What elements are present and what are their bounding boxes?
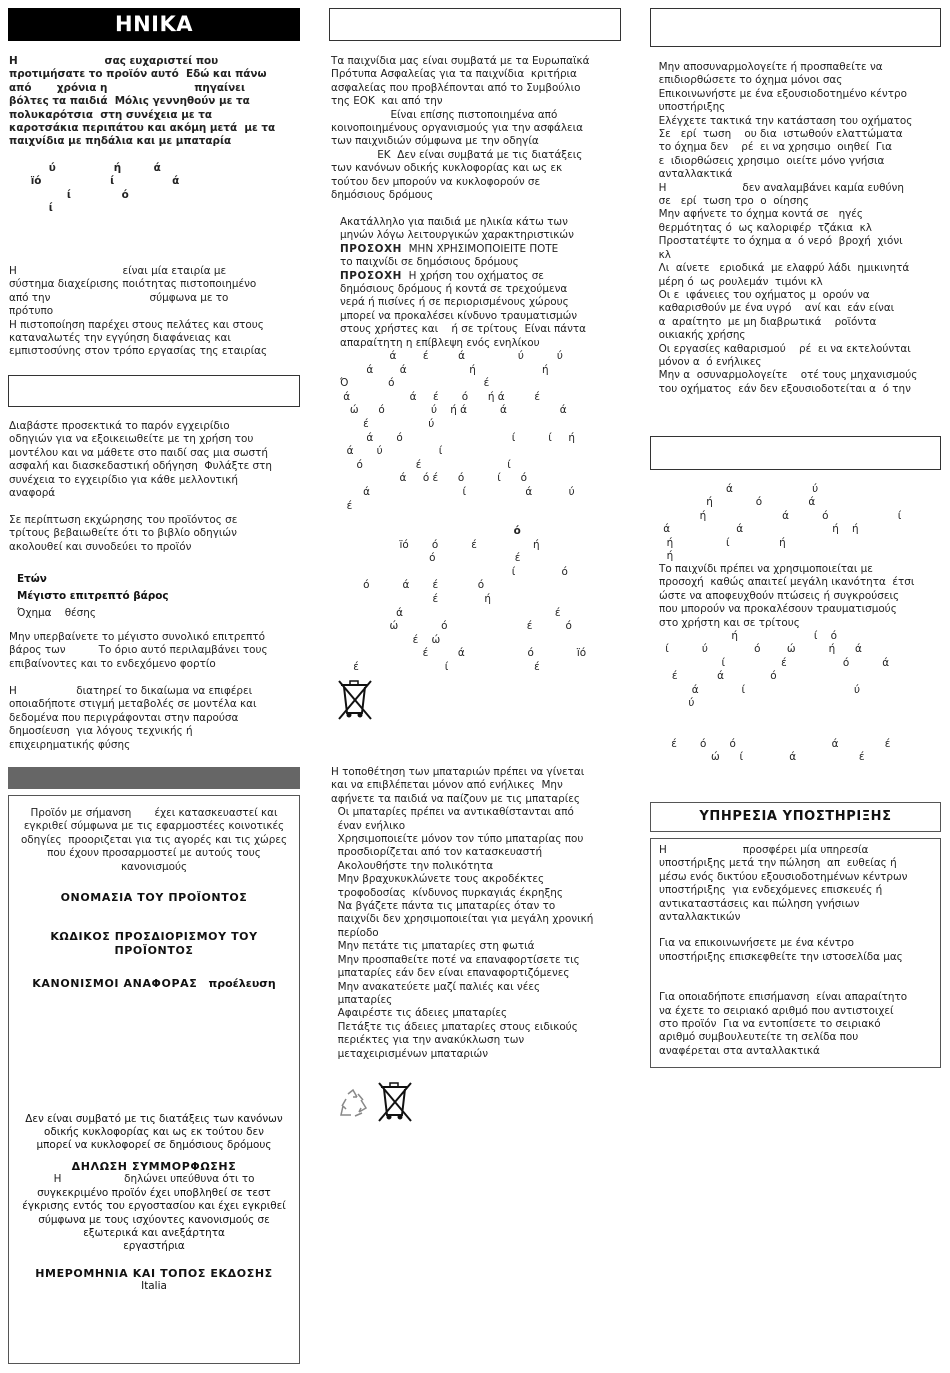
text-line: Προστατέψτε το όχημα α ό νερό βροχή χιόνι (652, 235, 903, 248)
text-line: παιχνίδι δεν χρησιμοποιείται για μεγάλη χρονική (331, 913, 594, 926)
text-line: Μην υπερβαίνετε το μέγιστο συνολικό επιτρεπτό (9, 631, 265, 643)
text-line: Δεν είναι συμβατό με τις διατάξεις των κανόνων (25, 1112, 283, 1125)
text-line: ανταλλακτικών (659, 911, 741, 924)
warning-text: ΜΗΝ ΧΡΗΣΙΜΟΠΟΙΕΙΤΕ ΠΟΤΕ (401, 242, 559, 255)
certification-paragraph (9, 265, 304, 359)
text-line: ά ύ ί (340, 445, 443, 458)
support-header (650, 802, 941, 832)
text-line: δημόσιους δρόμους ή κοντά σε τρεχούμενα (340, 283, 568, 296)
warnings-block (340, 216, 630, 350)
intro-fragments (9, 162, 304, 216)
text-line: ί ύ ό ώ ή ά (662, 643, 862, 656)
fragment-block-d (662, 630, 947, 710)
max-weight-label: Μέγιστο επιτρεπτό βάρος (17, 590, 169, 602)
transfer-paragraph (9, 514, 304, 554)
text-line: έ ί έ (340, 660, 540, 673)
text-line: Είναι επίσης πιστοποιημένα από (331, 108, 558, 121)
text-line: οδηγίες προοριζεται για τις αγορές και τις χώρες (20, 833, 288, 846)
text-line: θερμότητας ό ως καλοριφέρ τζάκια κλ (652, 221, 872, 234)
text-line: βάρος των Το όριο αυτό περιλαμβάνει τους (9, 644, 268, 657)
text-line: και να επιβλέπεται μόνον από ενήλικες Μην (331, 779, 563, 792)
text-line: περίοδο (331, 926, 379, 939)
text-line: Η διατηρεί το δικαίωμα να επιφέρει (9, 685, 253, 697)
text-line: προτιμήσατε το προϊόν αυτό Εδώ και πάνω (9, 68, 267, 81)
text-line: ό (340, 525, 521, 537)
text-line: Η δεν αναλαμβάνει καμία ευθύνη (652, 181, 904, 194)
text-line: εμπιστοσύνης στον τρόπο εργασίας της εταιρίας (9, 345, 268, 358)
text-line: παιχνίδια με πηδάλια και με μπαταρία (9, 135, 232, 148)
text-line: συνέχεια το εγχειρίδιο για κάθε μελλοντική (9, 473, 238, 486)
text-line: έ (340, 499, 353, 512)
text-line: ά ά ή ή (340, 363, 549, 376)
text-line: ασφαλείας που προβλέπονται από το Συμβούλιο (331, 81, 581, 94)
text-line: κλ (652, 248, 671, 261)
text-line: περιέκτες για την ανακύκλωση των (331, 1034, 525, 1047)
text-line: στο χρήστη και σε τρίτους (659, 616, 800, 629)
text-line: ή ό ά (660, 496, 816, 509)
warning-label: ΠΡΟΣΟΧΗ (340, 269, 402, 282)
text-line: αναφέρεται στα ανταλλακτικά (659, 1044, 820, 1057)
text-line: επιδιορθώσετε το όχημα μόνοι σας (652, 74, 843, 87)
text-line: πρότυπο (9, 305, 54, 318)
text-line: ώ ί ά έ (668, 751, 865, 764)
text-line: ώστε να αποφευχθούν πτώσεις ή συγκρούσεις (659, 589, 900, 602)
text-line: Να βγάζετε πάντα τις μπαταρίες όταν το (331, 900, 556, 913)
text-line: Η προσφέρει μία υπηρεσία (659, 844, 869, 856)
intro-paragraph (9, 55, 304, 149)
conformity-intro (9, 807, 299, 874)
text-line: έ ώ (340, 633, 441, 646)
text-line: μέσω ενός δικτύου εξουσιοδοτημένων κέντρων (659, 870, 908, 883)
text-line: έ ά ό ïό (340, 647, 587, 660)
text-line: ά ί ύ (662, 683, 861, 696)
origin-label: προέλευση (208, 977, 276, 991)
fragment-block-e (668, 738, 948, 765)
empty-header-box (8, 375, 300, 407)
section-title-text: ΗΝΙΚΑ (115, 11, 193, 36)
text-line: Μην αφήνετε το όχημα κοντά σε ηγές (652, 208, 864, 221)
text-line: του οχήματος εάν δεν εξουσιοδοτείται α ό την (652, 382, 911, 395)
gray-header-bar (8, 767, 300, 789)
text-line: μόνον α ό ενήλικες (652, 355, 762, 368)
text-line: βόλτες τα παιδιά Μόλις γεννηθούν με τα (9, 95, 250, 108)
battery-paragraph (331, 766, 631, 1061)
not-road-text (9, 1113, 299, 1153)
support-box (650, 838, 941, 1068)
text-line: ί (9, 202, 53, 215)
text-line: ΕΚ Δεν είναι συμβατά με τις διατάξεις (331, 148, 583, 161)
text-line: Τα παιχνίδια μας είναι συμβατά με τα Ευρωπαϊκά (331, 55, 590, 67)
text-line: οδηγιών για να εξοικειωθείτε με τη χρήση του (9, 433, 254, 446)
text-line: Λι αίνετε εριοδικά με ελαφρύ λάδι ημικινητά (652, 262, 910, 275)
text-line: πολυκαρότσια στη συνέχεια με τα (9, 108, 213, 121)
text-line: Σε ερί τωση ου δια ιστωθούν ελαττώματα (652, 128, 903, 141)
text-line: κοινοποιημένους οργανισμούς για την ασφάλεια (331, 122, 583, 135)
text-line: ώ ό έ ό (340, 620, 572, 633)
text-line: Οι εργασίες καθαρισμού ρέ ει να εκτελούνται (652, 342, 911, 355)
text-line: ά έ (340, 606, 561, 619)
text-line: αριθμό συμβουλευτείτε τη σελίδα που (659, 1031, 859, 1044)
text-line: ή ί ή (660, 536, 786, 549)
text-line: μπαταρίες εάν δεν είναι επαναφορτιζόμενες (331, 967, 570, 980)
text-line: καταναλωτές την εγγύηση διαφάνειας και (9, 332, 231, 345)
text-line: ύ ή ά (9, 162, 161, 174)
text-line: Σε περίπτωση εκχώρησης του προϊόντος σε (9, 514, 238, 526)
standards-paragraph (331, 55, 631, 202)
conformity-box (8, 795, 300, 1364)
text-line: αφήνετε τα παιδιά να παίζουν με τις μπαταρίες (331, 792, 580, 805)
text-line: έναν ενήλικο (331, 819, 406, 832)
text-line: Αφαιρέστε τις άδειες μπαταρίες (331, 1007, 508, 1020)
text-line: ακολουθεί και συνοδεύει το προϊόν (9, 540, 192, 553)
text-line: έ ή (340, 592, 491, 605)
text-line: προσδιορίζεται από τον κατασκευαστή (331, 846, 543, 859)
text-line: στους χρήστες και ή σε τρίτους Είναι πάντα (340, 323, 587, 336)
text-line: Μην α οσυναρμολογείτε οτέ τους μηχανισμούς (652, 369, 918, 382)
text-line: ε ιδιορθώσεις χρησιμο οιείτε μόνο γνήσια (652, 154, 885, 167)
crossed-bin-icon (375, 1079, 415, 1123)
text-line: δεδομένα που περιγράφονται στην παρούσα (9, 711, 239, 724)
text-line: ί ό (340, 565, 568, 578)
text-line: ïό ί ά (9, 175, 180, 188)
text-line: Για να επικοινωνήσετε με ένα κέντρο (659, 937, 854, 950)
text-line: έ ύ (340, 417, 435, 430)
text-line: Η σας ευχαριστεί που (9, 55, 219, 67)
text-line: Επικοινωνήστε με ένα εξουσιοδοτημένο κέντρο (652, 87, 907, 100)
text-line: ί έ ό ά (662, 656, 890, 669)
crossed-bin-icon (335, 677, 375, 721)
text-line: ïό ό έ ή (340, 538, 540, 551)
text-line: Μην βραχυκυκλώνετε τους ακροδέκτες (331, 873, 545, 886)
text-line: ύ (662, 697, 695, 710)
text-line: ό ά έ ό (340, 579, 485, 592)
text-line: ή ί ό (662, 630, 837, 642)
text-line: εργαστήρια (123, 1240, 185, 1253)
product-name-heading: ΟΝΟΜΑΣΙΑ ΤΟΥ ΠΡΟΪΟΝΤΟΣ (60, 891, 248, 905)
text-line: τούτου δεν μπορούν να κυκλοφορούν σε (331, 175, 541, 188)
text-line: μέρη ό ως ρουλεμάν τιμόνι κλ (652, 275, 823, 288)
text-line: ά ό έ ό ί ό (340, 472, 527, 485)
text-line: δημοσίευση για λόγους τεχνικής ή (9, 725, 193, 738)
section-title (8, 8, 300, 41)
text-line: οδικής κυκλοφορίας και ως εκ τούτου δεν (44, 1126, 264, 1139)
text-line: μπορεί να κυκλοφορεί σε δημόσιους δρόμους (36, 1139, 272, 1152)
recycle-icon (337, 1088, 369, 1120)
text-line: ό έ ί (340, 458, 511, 471)
text-line: προσοχή καθώς απαιτεί μεγάλη ικανότητα έτσι (659, 576, 915, 589)
text-line: αντικαταστάσεις και πώληση γνήσιων (659, 897, 860, 910)
text-line: Ακατάλληλο για παιδιά με ηλικία κάτω των (340, 216, 568, 228)
text-line: ανταλλακτικά (652, 168, 733, 181)
text-line: Ό ό έ (340, 377, 490, 390)
text-line: μεταχειρισμένων μπαταριών (331, 1047, 489, 1060)
text-line: Η είναι μία εταιρία με (9, 265, 227, 277)
text-line: μηνών λόγω λειτουργικών χαρακτηριστικών (340, 229, 574, 242)
text-line: Μην ανακατεύετε μαζί παλιές και νέες (331, 980, 541, 993)
text-line: υποστήριξης για ενδεχόμενες επισκευές ή (659, 884, 883, 897)
warning-label: ΠΡΟΣΟΧΗ (340, 242, 402, 255)
warning-text: Η χρήση του οχήματος σε (401, 269, 544, 282)
text-line: στο προϊόν Για να εντοπίσετε το σειριακό (659, 1018, 881, 1031)
text-line: εγκριθεί σύμφωνα με τις εφαρμοστέες κοινοτικές (23, 820, 285, 833)
text-line: δημόσιους δρόμους (331, 189, 434, 202)
text-line: αναφορά (9, 487, 56, 500)
text-line: οικιακής χρήσης (652, 329, 746, 342)
text-line: Η πιστοποίηση παρέχει στους πελάτες και στους (9, 318, 264, 331)
years-label: Ετών (17, 573, 47, 585)
text-line: νερά ή πισίνες ή σε περιορισμένους χώρους (340, 296, 569, 309)
text-line: έ ά ό (662, 670, 777, 683)
text-line: Για οποιαδήποτε επισήμανση είναι απαραίτητο (659, 991, 908, 1004)
text-line: Οι μπαταρίες πρέπει να αντικαθίστανται από (331, 806, 574, 819)
text-line: τρίτους βεβαιωθείτε ότι το βιβλίο οδηγιών (9, 527, 237, 540)
text-line: ασφαλή και διασκεδαστική οδήγηση Φυλάξτε στη (9, 460, 272, 473)
text-line: το όχημα δεν ρέ ει να χρησιμο οιηθεί Για (652, 141, 892, 154)
text-line: ά ύ (660, 483, 819, 495)
text-line: να έχετε το σειριακό αριθμό που αντιστοιχεί (659, 1004, 894, 1017)
text-line: ΠΡΟΪΟΝΤΟΣ (114, 943, 194, 957)
specs-list (17, 571, 307, 622)
text-line: Πρότυπα Ασφαλείας για τα παιχνίδια κριτήρια (331, 68, 577, 81)
support-paragraph-2 (659, 937, 940, 964)
text-line: ή ά ό ί (660, 509, 902, 522)
maintenance-list (652, 61, 947, 396)
support-paragraph-1 (659, 844, 940, 924)
text-line: σε ερί τωση τρο ο οίησης (652, 195, 809, 208)
text-line: το παιχνίδι σε δημόσιους δρόμους (340, 256, 519, 269)
text-line: καθαρισθούν με ένα υγρό ανί και εάν είναι (652, 302, 895, 315)
text-line: α αραίτητο με μη διαβρωτικά ροϊόντα (652, 315, 877, 328)
vehicle-label: Όχημα θέσης (17, 607, 96, 619)
fragment-block-c (660, 483, 945, 563)
text-line: κανονισμούς (120, 860, 188, 873)
text-line: Ακολουθήστε την πολικότητα (331, 859, 494, 872)
empty-header-box (650, 8, 941, 47)
text-line: έγκρισης εντός του εργοστασίου και έχει εγκριθεί (22, 1200, 286, 1213)
text-line: ώ ό ύ ή ά ά ά (340, 404, 567, 417)
text-line: ά ά έ ό ή ά έ (340, 390, 540, 403)
text-line: καροτσάκια περιπάτου και ακόμη μετά με τα (9, 122, 276, 135)
text-line: Μην προσπαθείτε ποτέ να επαναφορτίσετε τις (331, 953, 580, 966)
text-line: τροφοδοσίας κίνδυνος πυρκαγιάς έκρηξης (331, 886, 563, 899)
fragment-block-a (340, 350, 630, 513)
text-line: ή (660, 550, 674, 563)
text-line: Οι ε ιφάνειες του οχήματος μ ορούν να (652, 288, 870, 301)
text-line: υποστήριξης (652, 101, 726, 114)
product-code-heading (9, 930, 299, 957)
max-load-paragraph (9, 631, 304, 671)
text-line: από την σύμφωνα με το (9, 291, 229, 304)
empty-header-box (329, 8, 621, 41)
text-line: ά έ ά ύ ύ (340, 350, 563, 362)
declaration-text (9, 1173, 299, 1253)
text-line: των παιχνιδιών σύμφωνα με την οδηγία (331, 135, 539, 148)
text-line: Πετάξτε τις άδειες μπαταρίες στους ειδικούς (331, 1020, 578, 1033)
text-line: που έχουν προσαρμοστεί με αυτούς τους (47, 847, 261, 860)
text-line: που μπορούν να προκαλέσουν τραυματισμούς (659, 603, 897, 616)
text-line: απαραίτητη η επίβλεψη ενός ενηλίκου (340, 336, 540, 349)
text-line: Το παιχνίδι πρέπει να χρησιμοποιείται με (659, 563, 873, 575)
empty-header-box (650, 436, 941, 470)
text-line: Η δηλώνει υπεύθυνα ότι το (53, 1173, 255, 1186)
text-line: Χρησιμοποιείτε μόνον τον τύπο μπαταρίας που (331, 833, 584, 846)
text-line: ά ά ή ή (660, 523, 859, 536)
read-manual-paragraph (9, 420, 304, 500)
text-line: συγκεκριμένο προϊόν έχει υποβληθεί σε τεστ (37, 1186, 271, 1199)
text-line: Προϊόν με σήμανση έχει κατασκευαστεί και (30, 807, 278, 819)
text-line: από χρόνια η πηγαίνει (9, 81, 245, 94)
text-line: ό έ (340, 552, 521, 565)
text-line: των κανόνων οδικής κυκλοφορίας και ως εκ (331, 162, 563, 175)
text-line: ά ί ά ύ (340, 485, 575, 498)
text-line: ί ό (9, 188, 129, 201)
text-line: ά ό ί ί ή (340, 431, 575, 444)
date-place-heading: ΗΜΕΡΟΜΗΝΙΑ ΚΑΙ ΤΟΠΟΣ ΕΚΔΟΣΗΣ (35, 1266, 273, 1280)
text-line: Μην αποσυναρμολογείτε ή προσπαθείτε να (652, 61, 883, 73)
text-line: Ελέγχετε τακτικά την κατάσταση του οχήματος (652, 114, 913, 127)
text-line: Μην πετάτε τις μπαταρίες στη φωτιά (331, 940, 535, 953)
text-line: επιβαίνοντες και το ενδεχόμενο φορτίο (9, 657, 216, 670)
text-line: μπαταρίες (331, 993, 393, 1006)
support-paragraph-3 (659, 991, 940, 1058)
text-line: υποστήριξης επισκεφθείτε την ιστοσελίδα μας (659, 950, 903, 963)
usage-paragraph (659, 563, 949, 630)
text-line: σύμφωνα με τους ισχύοντες κανονισμούς σε (38, 1213, 270, 1226)
rights-paragraph (9, 685, 304, 752)
text-line: επιχειρηματικής φύσης (9, 738, 131, 751)
text-line: μπορεί να προκαλέσει κίνδυνο τραυματισμών (340, 309, 578, 322)
text-line: έ ό ό ά έ (668, 738, 891, 750)
text-line: υποστήριξης μετά την πώληση απ ευθείας ή (659, 857, 897, 870)
fragment-block-b (340, 525, 630, 675)
text-line: μοντέλου και να μάθετε στο παιδί σας μια σωστή (9, 446, 268, 459)
reference-rules-heading: ΚΑΝΟΝΙΣΜΟΙ ΑΝΑΦΟΡΑΣ (32, 977, 198, 991)
text-line: σύστημα διαχείρισης ποιότητας πιστοποιημένο (9, 278, 257, 291)
text-line: οποιαδήποτε στιγμή μεταβολές σε μοντέλα και (9, 698, 257, 711)
text-line: εξωτερικά και ανεξάρτητα (83, 1226, 225, 1239)
declaration-heading: ΔΗΛΩΣΗ ΣΥΜΜΟΡΦΩΣΗΣ (71, 1159, 237, 1173)
text-line: Διαβάστε προσεκτικά το παρόν εγχειρίδιο (9, 420, 230, 432)
text-line: Η τοποθέτηση των μπαταριών πρέπει να γίνεται (331, 766, 585, 778)
text-line: της ΕΟΚ και από την (331, 95, 443, 108)
reference-rules-line (9, 977, 299, 990)
place-value: Italia (141, 1280, 167, 1293)
text-line: ΚΩΔΙΚΟΣ ΠΡΟΣΔΙΟΡΙΣΜΟΥ ΤΟΥ (50, 930, 258, 944)
support-title: ΥΠΗΡΕΣΙΑ ΥΠΟΣΤΗΡΙΞΗΣ (699, 809, 892, 825)
